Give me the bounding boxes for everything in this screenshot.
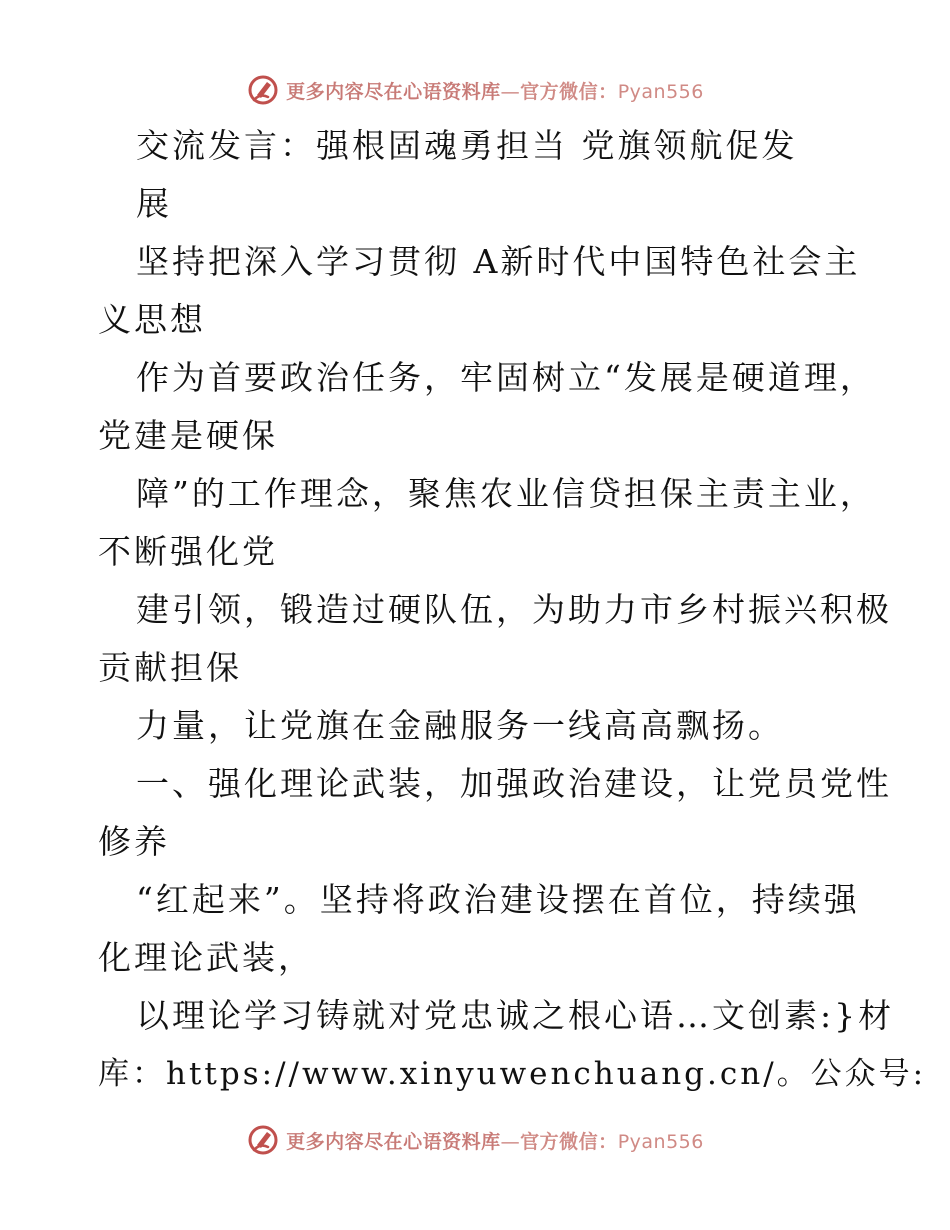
doc-paragraph-line: 义思想: [98, 300, 206, 339]
banner-wechat-label: 官方微信：: [520, 80, 618, 103]
footer-watermark-banner: [0, 1120, 950, 1160]
banner-prefix: 更多内容尽在心语资料库: [286, 1130, 501, 1153]
banner-wechat-id: Pyan556: [617, 1130, 704, 1153]
doc-paragraph-line: 贡献担保: [98, 648, 242, 687]
logo-icon: [246, 1123, 280, 1157]
doc-paragraph-line: 不断强化党: [98, 532, 278, 571]
doc-paragraph-line: 化理论武装，: [98, 938, 314, 977]
doc-paragraph-line: 建引领，锻造过硬队伍，为助力市乡村振兴积极: [136, 590, 892, 629]
doc-paragraph-line: 以理论学习铸就对党忠诚之根心语…文创素:}材: [136, 996, 895, 1035]
logo-icon: [246, 73, 280, 107]
header-watermark-banner: [0, 70, 950, 110]
banner-dash: —: [500, 80, 521, 103]
doc-paragraph-line: 障”的工作理念，聚焦农业信贷担保主责主业，: [136, 474, 876, 513]
banner-text: [286, 1127, 704, 1154]
doc-paragraph-line: 力量，让党旗在金融服务一线高高飘扬。: [136, 706, 784, 745]
doc-title-line-2: 展: [136, 184, 172, 223]
doc-title-line-1: 交流发言：强根固魂勇担当 党旗领航促发: [136, 126, 798, 165]
banner-dash: —: [500, 1130, 521, 1153]
banner-text: [286, 77, 704, 104]
doc-paragraph-line: 库：https://www.xinyuwenchuang.cn/。公众号:: [98, 1056, 927, 1092]
doc-paragraph-line: 党建是硬保: [98, 416, 278, 455]
doc-paragraph-line: 作为首要政治任务，牢固树立“发展是硬道理，: [136, 358, 876, 397]
doc-section-heading-line: 修养: [98, 822, 170, 861]
doc-paragraph-line: 坚持把深入学习贯彻 A新时代中国特色社会主: [136, 242, 861, 281]
doc-paragraph-line: “红起来”。坚持将政治建设摆在首位，持续强: [136, 880, 860, 919]
banner-prefix: 更多内容尽在心语资料库: [286, 80, 501, 103]
banner-wechat-id: Pyan556: [617, 80, 704, 103]
doc-section-heading-line: 一、强化理论武装，加强政治建设，让党员党性: [136, 764, 892, 803]
banner-wechat-label: 官方微信：: [520, 1130, 618, 1153]
